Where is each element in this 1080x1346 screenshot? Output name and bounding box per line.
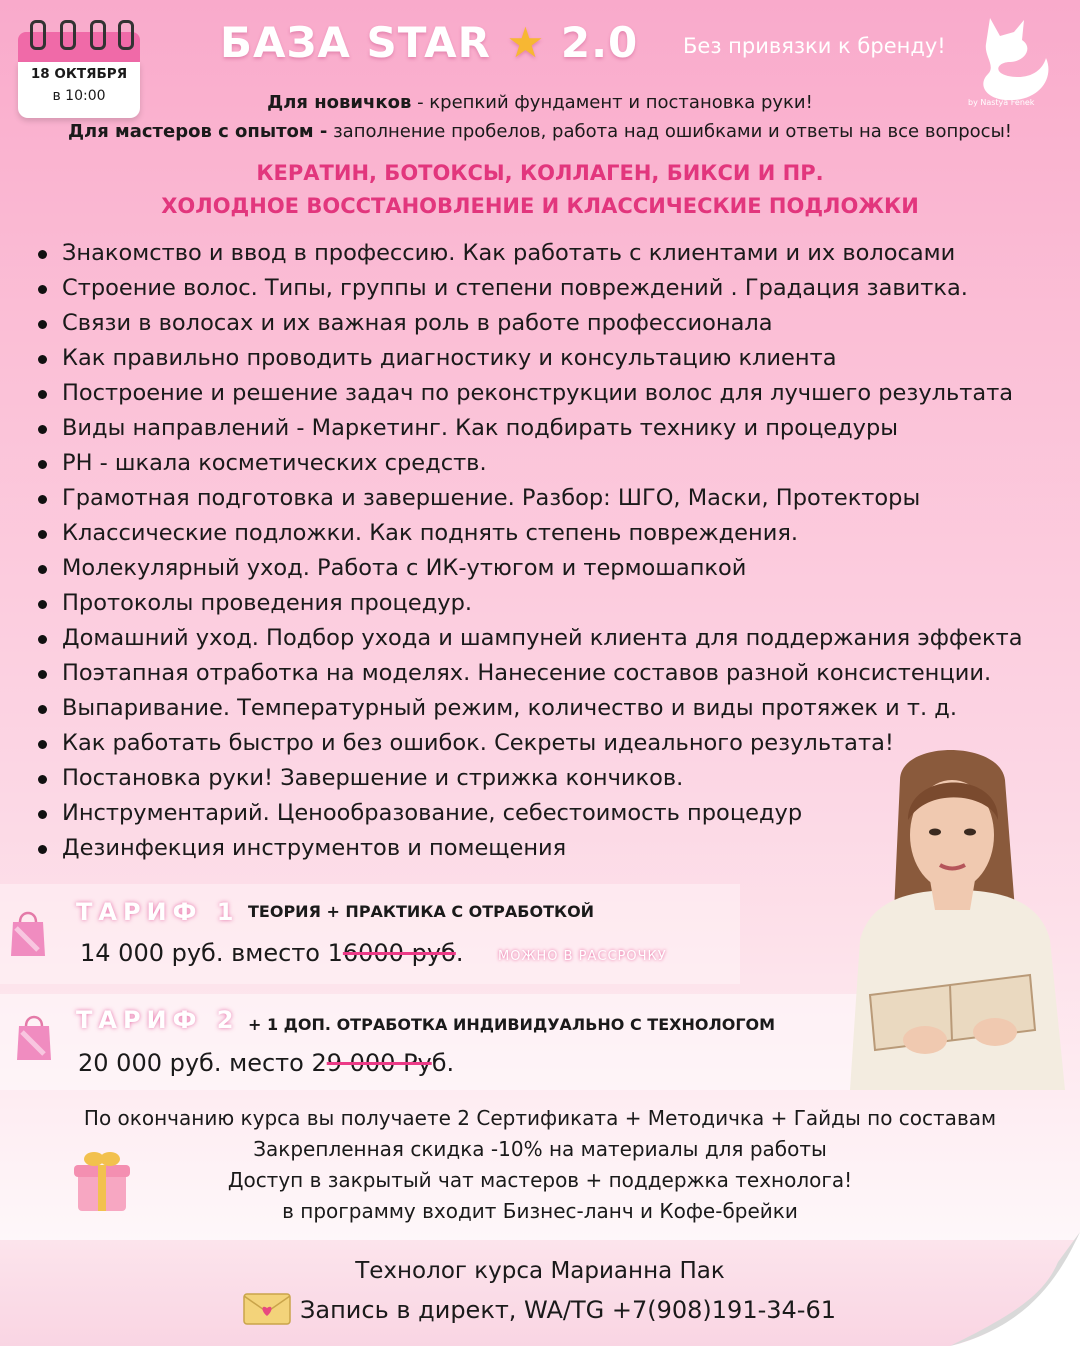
tariff-1-name: ТАРИФ 1 [76,898,240,926]
shopping-bag-icon [10,906,46,958]
list-item: Домашний уход. Подбор ухода и шампуней клиента для поддержания эффекта [30,621,1070,656]
tariff-2-name: ТАРИФ 2 [76,1006,240,1034]
list-item: Строение волос. Типы, группы и степени повреждений . Градация завитка. [30,271,1070,306]
bonus-certificates: По окончанию курса вы получаете 2 Сертификата + Методичка + Гайды по составам [83,1106,997,1130]
installment-badge: МОЖНО В РАССРОЧКУ [498,949,667,964]
list-item: Дезинфекция инструментов и помещения [30,831,1070,866]
event-time: в 10:00 [52,88,106,104]
tariff-1-price [80,939,463,967]
list-item: Молекулярный уход. Работа с ИК-утюгом и термошапкой [30,551,1070,586]
tariff-1-description: ТЕОРИЯ + ПРАКТИКА С ОТРАБОТКОЙ [248,902,595,921]
tariff-2-new-price: 20 000 руб. место 2 [78,1049,327,1077]
bonus-discount: Закрепленная скидка -10% на материалы для работы [253,1137,827,1161]
tariff-1-old-price: 6000 руб [342,939,456,967]
list-item: Поэтапная отработка на моделях. Нанесение составов разной консистенции. [30,656,1070,691]
fox-logo-icon [962,10,1072,105]
list-item: Построение и решение задач по реконструкции волос для лучшего результата [30,376,1070,411]
bonus-chat-access: Доступ в закрытый чат мастеров + поддержка технолога! [227,1168,853,1192]
tariff-2-price-end: б. [431,1049,455,1077]
footer [0,1240,1080,1346]
list-item: Постановка руки! Завершение и стрижка кончиков. [30,761,1070,796]
calendar-ring-icon [118,20,134,50]
intro-experienced [0,121,1080,142]
technologist-photo [830,740,1080,1090]
calendar-ring-icon [60,20,76,50]
list-item: Связи в волосах и их важная роль в работе профессионала [30,306,1070,341]
list-item: Протоколы проведения процедур. [30,586,1070,621]
list-item: Грамотная подготовка и завершение. Разбор: ШГО, Маски, Протекторы [30,481,1070,516]
contact-info[interactable]: Запись в директ, WA/TG +7(908)191-34-61 [300,1296,836,1324]
brand-note: Без привязки к бренду! [683,34,946,58]
title-text: БАЗА STAR [220,18,491,67]
page-curl-icon [950,1232,1080,1346]
technologist-name: Технолог курса Марианна Пак [355,1258,725,1284]
shopping-bag-icon [16,1010,52,1062]
list-item: Знакомство и ввод в профессию. Как работать с клиентами и их волосами [30,236,1070,271]
envelope-icon [242,1290,292,1328]
tariff-2-old-price: 9 000 Ру [326,1049,432,1077]
intro-beginners-text: - крепкий фундамент и постановка руки! [411,92,813,113]
list-item: Выпаривание. Температурный режим, количество и виды протяжек и т. д. [30,691,1070,726]
intro-beginners-label: Для новичков [267,92,412,113]
course-heading-2: ХОЛОДНОЕ ВОССТАНОВЛЕНИЕ И КЛАССИЧЕСКИЕ ПОДЛОЖКИ [161,194,919,218]
intro-experienced-text: заполнение пробелов, работа над ошибками и ответы на все вопросы! [327,121,1012,142]
page-title [220,18,638,67]
calendar-ring-icon [30,20,46,50]
list-item: Как правильно проводить диагностику и консультацию клиента [30,341,1070,376]
list-item: Как работать быстро и без ошибок. Секреты идеального результата! [30,726,1070,761]
title-version: 2.0 [560,18,639,67]
tariff-2-price [78,1049,454,1077]
star-icon: ★ [506,18,546,67]
intro-experienced-label: Для мастеров с опытом - [67,121,328,142]
tariff-2-description: + 1 ДОП. ОТРАБОТКА ИНДИВИДУАЛЬНО С ТЕХНОЛОГОМ [248,1015,776,1034]
event-date: 18 ОКТЯБРЯ [30,66,128,82]
course-heading-1: КЕРАТИН, БОТОКСЫ, КОЛЛАГЕН, БИКСИ И ПР. [256,161,824,185]
bonus-lunch: в программу входит Бизнес-ланч и Кофе-брейки [282,1199,798,1223]
intro-beginners [0,92,1080,113]
list-item: PH - шкала косметических средств. [30,446,1070,481]
logo-caption: by Nastya Fenek [968,98,1035,107]
list-item: Классические подложки. Как поднять степень повреждения. [30,516,1070,551]
tariff-1-new-price: 14 000 руб. вместо 1 [80,939,343,967]
calendar-ring-icon [90,20,106,50]
gift-icon [72,1147,132,1213]
tariff-1-price-end: . [455,939,464,967]
list-item: Инструментарий. Ценообразование, себестоимость процедур [30,796,1070,831]
list-item: Виды направлений - Маркетинг. Как подбирать технику и процедуры [30,411,1070,446]
